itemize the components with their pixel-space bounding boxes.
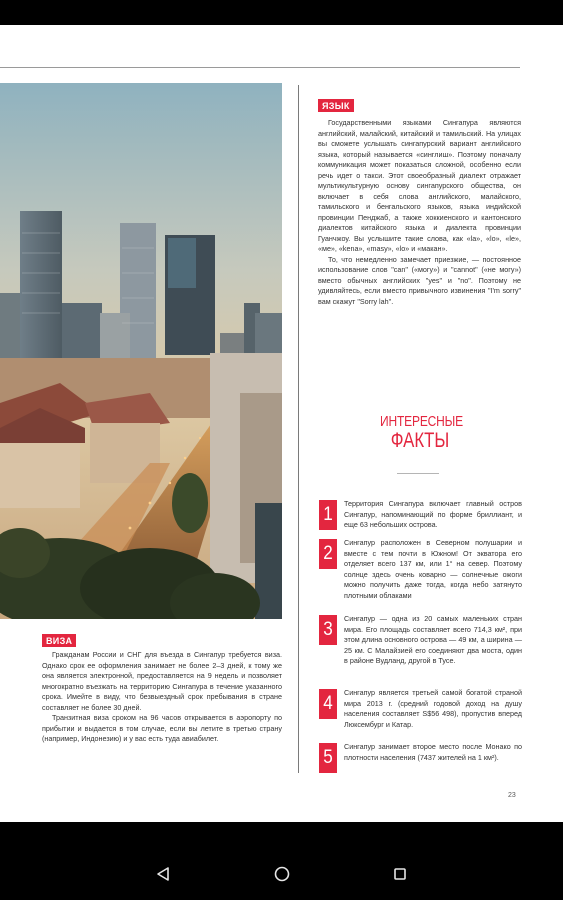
fact-text: Сингапур расположен в Северном полушарии и вместе с тем почти в Южном! От экватора его отделяет всего 137 км, или 1° на север. Поэтому солнце здесь очень коварно — солнечные ожоги можно получить даже тогда, когда небо затянуто плотными облаками xyxy=(344,538,522,600)
magazine-page[interactable] xyxy=(0,25,563,822)
fact-number: 4 xyxy=(319,689,337,719)
fact-number: 5 xyxy=(319,743,337,773)
column-divider xyxy=(298,85,299,773)
status-bar xyxy=(0,0,563,25)
language-text xyxy=(318,118,521,307)
visa-text xyxy=(42,650,282,745)
singapore-skyline-photo xyxy=(0,83,282,619)
navigation-bar xyxy=(0,848,563,900)
facts-rule xyxy=(397,473,439,474)
back-triangle-icon[interactable] xyxy=(152,863,174,885)
fact-text: Сингапур — одна из 20 самых маленьких стран мира. Его площадь составляет всего 714,3 км², при этом длина основного острова — 49 км, а ширина — 25 км. С Малайзией его соединяют два моста, один в районе Вудланд, другой в Тусе. xyxy=(344,614,522,665)
language-paragraph: То, что немедленно замечает приезжие, — постоянное использование слов "can" («могу») и "cannot" («не могу») вместо обычных английских "yes" и "no". Поэтому не удивляйтесь, если вместо привычного извинения "I'm sorry" вам скажут "Sorry lah". xyxy=(318,254,521,306)
recent-square-icon[interactable] xyxy=(389,863,411,885)
fact-number: 1 xyxy=(319,500,337,530)
section-tag-visa: ВИЗА xyxy=(42,634,76,647)
section-tag-language: ЯЗЫК xyxy=(318,99,354,112)
facts-heading xyxy=(370,413,470,453)
fact-text: Сингапур занимает второе место после Монако по плотности населения (7437 жителей на 1 км²). xyxy=(344,742,522,762)
top-rule xyxy=(0,67,520,68)
facts-heading-line1: ИНТЕРЕСНЫЕ xyxy=(380,413,463,430)
fact-text: Территория Сингапура включает главный остров Сингапур, напоминающий по форме бриллиант, и еще 63 небольших острова. xyxy=(344,499,522,529)
page-number: 23 xyxy=(508,792,516,799)
fact-text: Сингапур является третьей самой богатой страной мира 2013 г. (средний годовой доход на душу населения составляет S$56 498), пропустив вперед Люксембург и Катар. xyxy=(344,688,522,729)
visa-paragraph: Транзитная виза сроком на 96 часов открывается в аэропорту по прибытии и выдается в том случае, если вы летите в третью страну (например, Индонезию) и у вас есть туда авиабилет. xyxy=(42,713,282,743)
language-paragraph: Государственными языками Сингапура являются английский, малайский, китайский и тамильский. На улицах вы сможете услышать сингапурский вариант английского языка, который называется «синглиш». Поэтому поначалу коммуникация может показаться сложной, особенно если речь идет о такси. Этот своеобразный диалект отражает мультикультурную основу сингапурского общества, он включает в себя слова английского, малайского, тамильского и бенгальского языков, языка индийской провинции Пенджаб, а также хоккиенского и кантонского диалектов китайского языка и диалекта провинции Гуанчжоу. Вы услышите такие слова, как «la», «lo», «le», «ме», «kena», «masy», «lo» и «макан». xyxy=(318,118,521,253)
fact-number: 2 xyxy=(319,539,337,569)
visa-paragraph: Гражданам России и СНГ для въезда в Сингапур требуется виза. Однако срок ее оформления занимает не более 2–3 дней, к тому же она является электронной, предоставляется на 9 недель и позволяет многократно въезжать на территорию Сингапура в течение указанного срока. Имейте в виду, что безвыездный срок пребывания в стране составляет не более 30 дней. xyxy=(42,650,282,712)
fact-number: 3 xyxy=(319,615,337,645)
home-circle-icon[interactable] xyxy=(271,863,293,885)
facts-heading-line2: ФАКТЫ xyxy=(390,429,450,452)
